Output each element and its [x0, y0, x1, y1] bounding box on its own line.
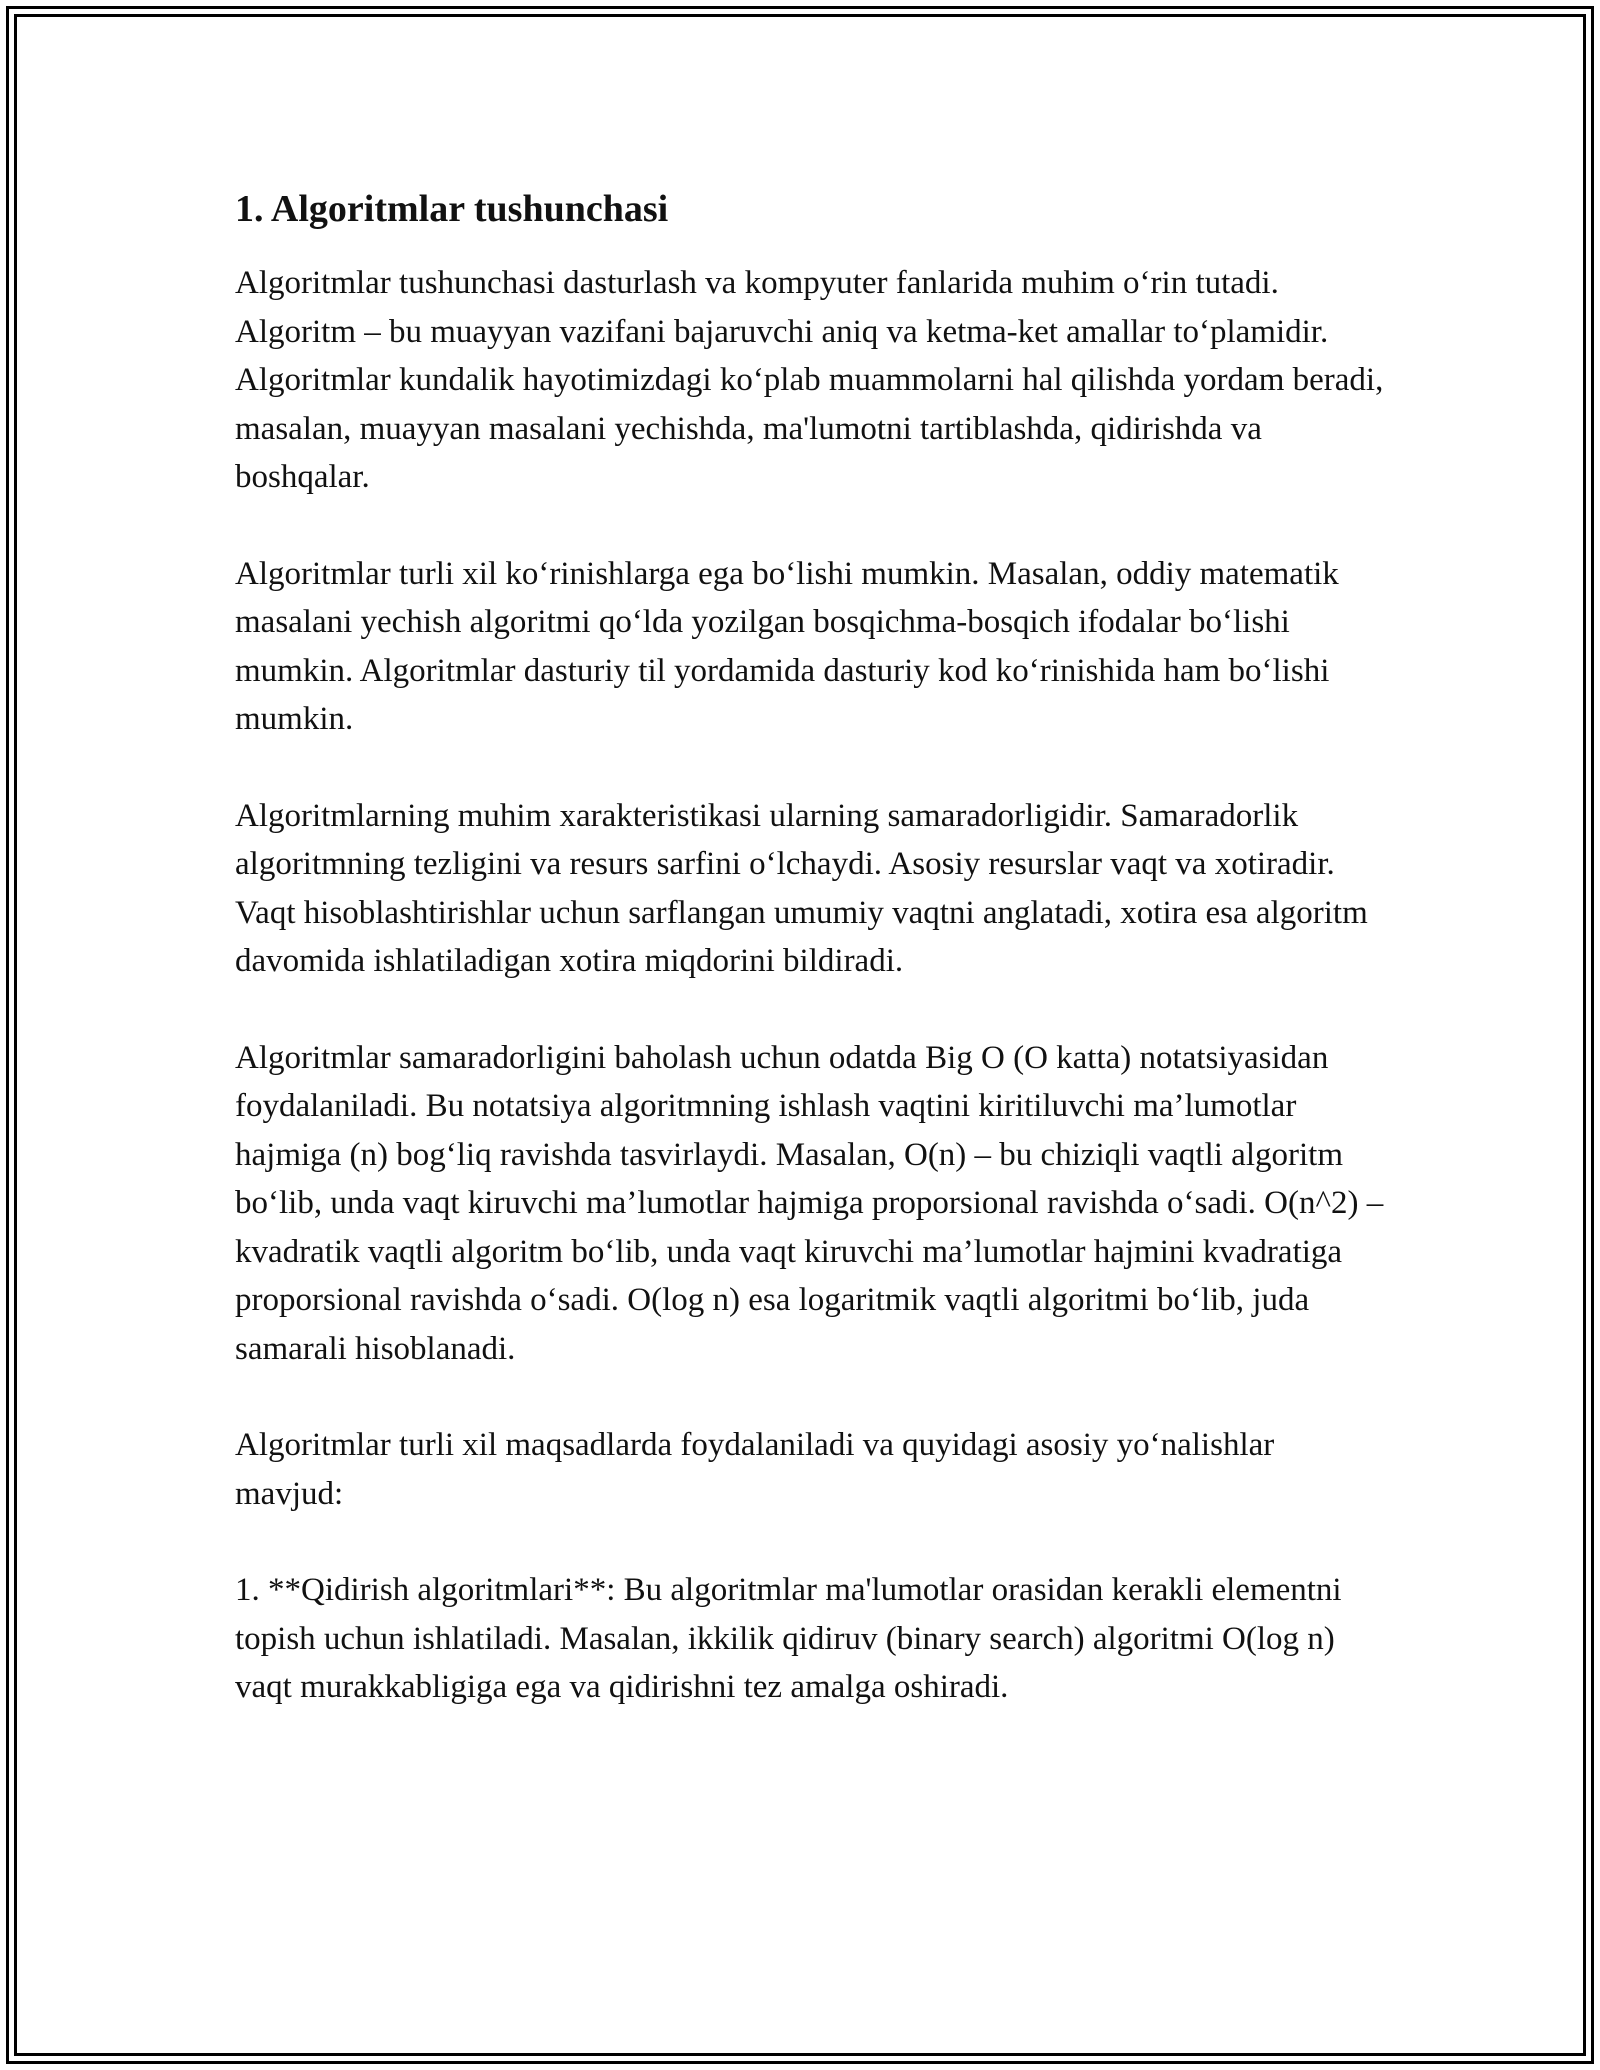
document-body	[235, 185, 1385, 1760]
paragraph-big-o: Algoritmlar samaradorligini baholash uchun odatda Big O (O katta) notatsiyasidan foydalaniladi. Bu notatsiya algoritmning ishlash vaqtini kiritiluvchi ma’lumotlar hajmiga (n) bog‘liq ravishda tasvirlaydi. Masalan, O(n) – bu chiziqli vaqtli algoritm bo‘lib, unda vaqt kiruvchi ma’lumotlar hajmiga proporsional ravishda o‘sadi. O(n^2) – kvadratik vaqtli algoritm bo‘lib, unda vaqt kiruvchi ma’lumotlar hajmini kvadratiga proporsional ravishda o‘sadi. O(log n) esa logaritmik vaqtli algoritmi bo‘lib, juda samarali hisoblanadi.	[235, 1039, 1384, 1367]
paragraph-efficiency: Algoritmlarning muhim xarakteristikasi ularning samaradorligidir. Samaradorlik algoritmning tezligini va resurs sarfini o‘lchaydi. Asosiy resurslar vaqt va xotiradir. Vaqt hisoblashtirishlar uchun sarflangan umumiy vaqtni anglatadi, xotira esa algoritm davomida ishlatiladigan xotira miqdorini bildiradi.	[235, 797, 1368, 979]
paragraph-search-algorithms: 1. **Qidirish algoritmlari**: Bu algoritmlar ma'lumotlar orasidan kerakli elementni topish uchun ishlatiladi. Masalan, ikkilik qidiruv (binary search) algoritmi O(log n) vaqt murakkabligiga ega va qidirishni tez amalga oshiradi.	[235, 1572, 1342, 1705]
paragraph-uses: Algoritmlar turli xil maqsadlarda foydalaniladi va quyidagi asosiy yo‘nalishlar mavjud:	[235, 1427, 1275, 1512]
paragraph-forms: Algoritmlar turli xil ko‘rinishlarga ega bo‘lishi mumkin. Masalan, oddiy matematik masalani yechish algoritmi qo‘lda yozilgan bosqichma-bosqich ifodalar bo‘lishi mumkin. Algoritmlar dasturiy til yordamida dasturiy kod ko‘rinishida ham bo‘lishi mumkin.	[235, 555, 1339, 737]
paragraph-intro: Algoritmlar tushunchasi dasturlash va kompyuter fanlarida muhim o‘rin tutadi. Algoritm – bu muayyan vazifani bajaruvchi aniq va ketma-ket amallar to‘plamidir. Algoritmlar kundalik hayotimizdagi ko‘plab muammolarni hal qilishda yordam beradi, masalan, muayyan masalani yechishda, ma'lumotni tartiblashda, qidirishda va boshqalar.	[235, 265, 1384, 495]
section-heading: 1. Algoritmlar tushunchasi	[235, 188, 669, 230]
